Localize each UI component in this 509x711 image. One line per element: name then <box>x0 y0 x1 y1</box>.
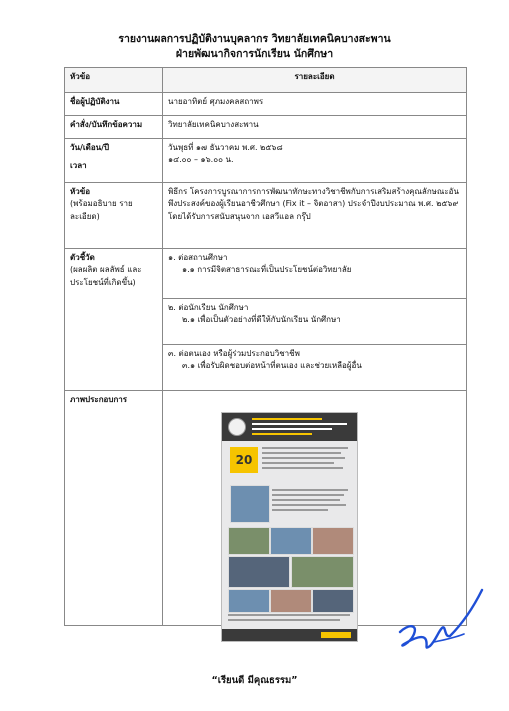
topic-label: หัวข้อ <box>70 187 91 196</box>
report-title: รายงานผลการปฏิบัติงานบุคลากร วิทยาลัยเทคนิคบางสะพาน <box>118 33 391 45</box>
table-row <box>65 183 467 249</box>
department-subtitle: ฝ่ายพัฒนากิจการนักเรียน นักศึกษา <box>175 48 334 60</box>
poster-photo <box>230 485 270 523</box>
name-label: ชื่อผู้ปฏิบัติงาน <box>65 93 163 116</box>
poster-photo <box>270 527 312 555</box>
topic-value: พิธีกร โครงการบูรณาการการพัฒนาทักษะทางวิชาชีพกับการเสริมสร้างคุณลักษณะอันพึงประสงค์ของผู้เรียนอาชีวศึกษา (Fix it – จิตอาสา) ประจำปีงบประมาณ พ.ศ. ๒๕๖๙ โดยได้รับการสนับสนุนจาก เอสวีแอล กรุ๊ป <box>163 183 467 249</box>
indicator-2 <box>163 299 467 345</box>
header-details: รายละเอียด <box>163 68 467 93</box>
poster-photo <box>228 527 270 555</box>
header-topic: หัวข้อ <box>65 68 163 93</box>
indicator-3-title: ๓. ต่อตนเอง หรือผู้ร่วมประกอบวิชาชีพ <box>168 349 300 358</box>
indicator-label: ตัวชี้วัด <box>70 253 95 262</box>
table-row <box>65 249 467 299</box>
poster-heading-lines <box>252 418 352 438</box>
order-label: คำสั่ง/บันทึกข้อความ <box>65 116 163 139</box>
date-cell <box>65 139 163 183</box>
poster-photo <box>228 556 290 588</box>
table-header-row <box>65 68 467 93</box>
table-row <box>65 139 467 183</box>
poster-text-block <box>262 447 352 472</box>
signature-image <box>394 584 494 654</box>
topic-sub: (พร้อมอธิบาย รายละเอียด) <box>70 199 133 221</box>
time-value: ๑๔.๐๐ – ๑๖.๐๐ น. <box>168 155 234 165</box>
indicator-sub: (ผลผลิต ผลลัพธ์ และประโยชน์ที่เกิดขึ้น) <box>70 265 142 287</box>
poster-photo <box>228 589 270 613</box>
poster-caption <box>228 614 352 624</box>
indicator-2-1: ๒.๑ เพื่อเป็นตัวอย่างที่ดีให้กับนักเรียน นักศึกษา <box>182 315 341 325</box>
poster-text-block-2 <box>272 489 352 514</box>
table-row <box>65 116 467 139</box>
college-slogan: “เรียนดี มีคุณธรรม” <box>211 675 298 686</box>
topic-cell <box>65 183 163 249</box>
order-value: วิทยาลัยเทคนิคบางสะพาน <box>163 116 467 139</box>
table-row <box>65 93 467 116</box>
indicator-cell <box>65 249 163 391</box>
indicator-2-title: ๒. ต่อนักเรียน นักศึกษา <box>168 303 249 312</box>
indicator-1 <box>163 249 467 299</box>
activity-poster-image <box>221 412 358 642</box>
date-value: วันพุธที่ ๑๗ ธันวาคม พ.ศ. ๒๕๖๘ <box>168 143 283 152</box>
poster-issue-badge: 20 <box>230 447 258 473</box>
indicator-1-title: ๑. ต่อสถานศึกษา <box>168 253 228 262</box>
name-value: นายอาทิตย์ ศุภมงคลสถาพร <box>163 93 467 116</box>
poster-header <box>222 413 357 441</box>
poster-photo <box>291 556 354 588</box>
college-logo-icon <box>228 418 246 436</box>
date-label: วัน/เดือน/ปี <box>70 143 110 152</box>
poster-footer <box>222 629 357 641</box>
poster-photo <box>312 527 354 555</box>
indicator-3 <box>163 345 467 391</box>
poster-photo <box>312 589 354 613</box>
photo-label: ภาพประกอบการ <box>65 391 163 626</box>
time-label: เวลา <box>70 161 87 171</box>
poster-photo <box>270 589 312 613</box>
indicator-3-1: ๓.๑ เพื่อรับผิดชอบต่อหน้าที่ตนเอง และช่วยเหลือผู้อื่น <box>182 361 362 371</box>
date-cell-value <box>163 139 467 183</box>
indicator-1-1: ๑.๑ การมีจิตสาธารณะที่เป็นประโยชน์ต่อวิทยาลัย <box>182 265 352 275</box>
